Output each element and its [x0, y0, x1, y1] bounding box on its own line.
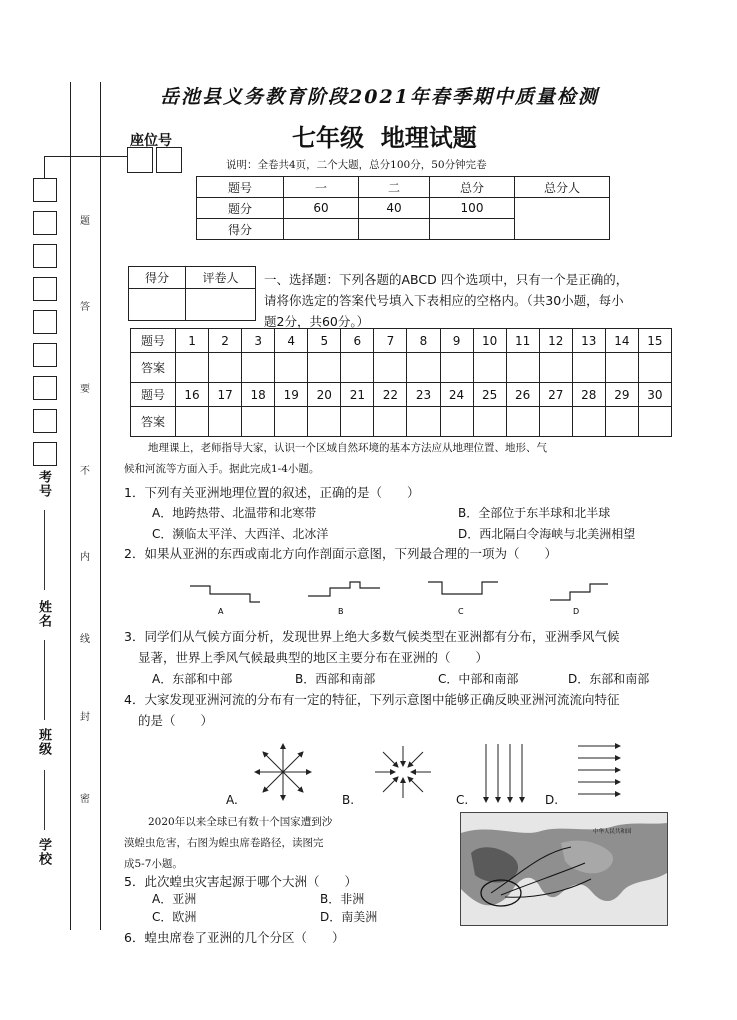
name-underline-1	[44, 510, 45, 590]
map-country-label: 中华人民共和国	[593, 829, 632, 835]
question-number-cell: 22	[374, 383, 407, 407]
school-label: 学校	[36, 838, 51, 866]
profile-label-c: C	[458, 607, 464, 616]
q4-label-a[interactable]: A.	[226, 793, 238, 807]
exam-title: 七年级 地理试题	[292, 124, 477, 152]
answer-cell[interactable]	[209, 407, 242, 437]
score-input-cell[interactable]	[359, 219, 430, 240]
score-cell: 100	[430, 198, 515, 219]
q4-label-b[interactable]: B.	[342, 793, 355, 807]
exam-number-label: 考号	[36, 470, 51, 498]
question-number-cell: 10	[473, 329, 506, 353]
profile-label-d: D	[573, 607, 580, 616]
answer-row-label: 答案	[131, 353, 176, 383]
question-number-cell: 8	[407, 329, 440, 353]
question-number-cell: 27	[539, 383, 572, 407]
exam-number-box[interactable]	[33, 211, 57, 235]
binding-line-1	[70, 82, 71, 930]
name-label: 姓名	[36, 600, 51, 628]
q5-option-c[interactable]: C．欧洲	[152, 910, 197, 924]
question-number-cell: 17	[209, 383, 242, 407]
q1-stem: 1．下列有关亚洲地理位置的叙述，正确的是（ ）	[124, 485, 420, 500]
river-diagram-b	[375, 746, 431, 798]
seal-char: 内	[80, 552, 90, 563]
q1-option-a[interactable]: A．地跨热带、北温带和北寒带	[152, 506, 317, 520]
profile-label-a: A	[218, 607, 224, 616]
name-underline-3	[44, 770, 45, 830]
score-header: 总分	[430, 177, 515, 198]
section1-line2: 请将你选定的答案代号填入下表相应的空格内。（共30小题，每小	[264, 293, 624, 308]
question-number-cell: 14	[605, 329, 638, 353]
river-diagram-c	[486, 744, 522, 802]
q1-option-c[interactable]: C．濒临太平洋、大西洋、北冰洋	[152, 527, 329, 541]
exam-number-box[interactable]	[33, 409, 57, 433]
seal-char: 线	[80, 634, 90, 645]
question-number-cell: 7	[374, 329, 407, 353]
answer-cell[interactable]	[374, 353, 407, 383]
school-title: 岳池县义务教育阶段2021年春季期中质量检测	[160, 86, 599, 108]
q2-profile-diagrams	[180, 574, 620, 618]
answer-row-label: 题号	[131, 383, 176, 407]
seal-char: 答	[80, 302, 90, 313]
question-number-cell: 1	[176, 329, 209, 353]
grader-score-label: 得分	[129, 267, 186, 289]
section1-heading: 一、选择题：下列各题的ABCD 四个选项中，只有一个是正确的，	[264, 272, 629, 287]
answer-cell[interactable]	[341, 407, 374, 437]
q4-label-d[interactable]: D.	[545, 793, 559, 807]
answer-row-label: 题号	[131, 329, 176, 353]
answer-cell[interactable]	[407, 353, 440, 383]
seat-box[interactable]	[127, 147, 153, 173]
q5-option-a[interactable]: A．亚洲	[152, 892, 197, 906]
question-number-cell: 2	[209, 329, 242, 353]
name-underline-2	[44, 640, 45, 720]
question-number-cell: 15	[638, 329, 671, 353]
grader-score-cell[interactable]	[129, 289, 186, 321]
question-number-cell: 13	[572, 329, 605, 353]
q1-option-b[interactable]: B．全部位于东半球和北半球	[458, 506, 611, 520]
total-scorer-cell[interactable]	[515, 198, 610, 240]
q3-option-b[interactable]: B．西部和南部	[295, 672, 376, 686]
grader-label: 评卷人	[186, 267, 256, 289]
seal-char: 密	[80, 794, 90, 805]
q3-option-d[interactable]: D．东部和南部	[568, 672, 650, 686]
answer-cell[interactable]	[242, 407, 275, 437]
question-number-cell: 16	[176, 383, 209, 407]
score-header: 题号	[197, 177, 284, 198]
q4-line1: 4．大家发现亚洲河流的分布有一定的特征，下列示意图中能够正确反映亚洲河流流向特征	[124, 692, 620, 707]
question-number-cell: 19	[275, 383, 308, 407]
answer-cell[interactable]	[539, 353, 572, 383]
answer-cell[interactable]	[506, 353, 539, 383]
q5-option-b[interactable]: B．非洲	[320, 892, 365, 906]
answer-cell[interactable]	[638, 407, 671, 437]
q2-stem: 2．如果从亚洲的东西或南北方向作剖面示意图，下列最合理的一项为（ ）	[124, 546, 557, 561]
question-number-cell: 6	[341, 329, 374, 353]
question-number-cell: 12	[539, 329, 572, 353]
question-number-cell: 29	[605, 383, 638, 407]
intro2-line2: 漠蝗虫危害，右图为蝗虫席卷路径，读图完	[124, 837, 324, 849]
exam-number-box[interactable]	[33, 442, 57, 466]
intro2-line3: 成5-7小题。	[124, 858, 183, 870]
answer-cell[interactable]	[440, 353, 473, 383]
exam-number-box[interactable]	[33, 310, 57, 334]
grader-table	[128, 266, 256, 321]
answer-cell[interactable]	[539, 407, 572, 437]
score-header: 总分人	[515, 177, 610, 198]
q4-label-c[interactable]: C.	[456, 793, 469, 807]
river-diagram-d	[578, 746, 620, 794]
answer-cell[interactable]	[176, 353, 209, 383]
binding-line-2	[100, 82, 101, 930]
seal-char: 要	[80, 384, 90, 395]
score-input-cell[interactable]	[284, 219, 359, 240]
question-number-cell: 25	[473, 383, 506, 407]
answer-cell[interactable]	[275, 353, 308, 383]
class-label: 班级	[36, 728, 51, 756]
question-number-cell: 3	[242, 329, 275, 353]
answer-cell[interactable]	[473, 353, 506, 383]
q3-option-c[interactable]: C．中部和南部	[438, 672, 519, 686]
question-number-cell: 9	[440, 329, 473, 353]
q4-river-diagrams	[218, 740, 628, 810]
answer-cell[interactable]	[275, 407, 308, 437]
q3-option-a[interactable]: A．东部和中部	[152, 672, 233, 686]
question-number-cell: 28	[572, 383, 605, 407]
answer-cell[interactable]	[407, 407, 440, 437]
intro2-line1: 2020年以来全球已有数十个国家遭到沙	[148, 816, 333, 828]
question-number-cell: 24	[440, 383, 473, 407]
section1-line3: 题2分，共60分。）	[264, 314, 370, 329]
question-number-cell: 20	[308, 383, 341, 407]
score-cell: 得分	[197, 219, 284, 240]
profile-b	[308, 582, 380, 596]
seal-char: 封	[80, 712, 90, 723]
seat-label: 座位号	[130, 133, 172, 149]
answer-cell[interactable]	[605, 353, 638, 383]
answer-row-label: 答案	[131, 407, 176, 437]
question-number-cell: 26	[506, 383, 539, 407]
score-header: 一	[284, 177, 359, 198]
question-number-cell: 18	[242, 383, 275, 407]
score-cell: 60	[284, 198, 359, 219]
score-input-cell[interactable]	[430, 219, 515, 240]
q4-line2: 的是（ ）	[138, 713, 214, 728]
seal-char: 不	[80, 466, 90, 477]
exam-number-box[interactable]	[33, 376, 57, 400]
exam-number-box[interactable]	[33, 343, 57, 367]
profile-label-b: B	[338, 607, 344, 616]
answer-cell[interactable]	[209, 353, 242, 383]
answer-cell[interactable]	[638, 353, 671, 383]
q5-stem: 5．此次蝗虫灾害起源于哪个大洲（ ）	[124, 874, 357, 889]
q1-option-d[interactable]: D．西北隔白令海峡与北美洲相望	[458, 527, 636, 541]
question-number-cell: 5	[308, 329, 341, 353]
answer-cell[interactable]	[242, 353, 275, 383]
answer-cell[interactable]	[341, 353, 374, 383]
profile-a	[190, 586, 260, 602]
profile-d	[550, 584, 608, 600]
q3-line2: 显著，世界上季风气候最典型的地区主要分布在亚洲的（ ）	[138, 650, 489, 665]
answer-cell[interactable]	[572, 353, 605, 383]
grader-cell[interactable]	[186, 289, 256, 321]
answer-cell[interactable]	[308, 407, 341, 437]
answer-cell[interactable]	[176, 407, 209, 437]
q3-line1: 3．同学们从气候方面分析，发现世界上绝大多数气候类型在亚洲都有分布，亚洲季风气候	[124, 629, 620, 644]
score-cell: 题分	[197, 198, 284, 219]
answer-cell[interactable]	[572, 407, 605, 437]
intro1-line2: 候和河流等方面入手。据此完成1-4小题。	[124, 463, 320, 475]
question-number-cell: 21	[341, 383, 374, 407]
locust-route-map	[460, 812, 668, 926]
exam-number-box[interactable]	[33, 277, 57, 301]
answer-cell[interactable]	[374, 407, 407, 437]
question-number-cell: 11	[506, 329, 539, 353]
answer-cell[interactable]	[605, 407, 638, 437]
score-header: 二	[359, 177, 430, 198]
answer-table	[130, 328, 672, 437]
answer-cell[interactable]	[308, 353, 341, 383]
question-number-cell: 30	[638, 383, 671, 407]
answer-cell[interactable]	[506, 407, 539, 437]
question-number-cell: 23	[407, 383, 440, 407]
intro1-line1: 地理课上，老师指导大家，认识一个区域自然环境的基本方法应从地理位置、地形、气	[148, 442, 547, 454]
seat-connector	[44, 156, 127, 179]
q6-stem: 6．蝗虫席卷了亚洲的几个分区（ ）	[124, 930, 345, 945]
profile-c	[428, 582, 498, 594]
question-number-cell: 4	[275, 329, 308, 353]
exam-number-box[interactable]	[33, 178, 57, 202]
river-diagram-a	[255, 744, 311, 800]
seal-char: 题	[80, 216, 90, 227]
score-cell: 40	[359, 198, 430, 219]
exam-number-box[interactable]	[33, 244, 57, 268]
score-table	[196, 176, 610, 240]
answer-cell[interactable]	[473, 407, 506, 437]
q5-option-d[interactable]: D．南美洲	[320, 910, 378, 924]
instructions: 说明：全卷共4页，二个大题，总分100分，50分钟完卷	[226, 159, 487, 171]
answer-cell[interactable]	[440, 407, 473, 437]
seat-box[interactable]	[156, 147, 182, 173]
